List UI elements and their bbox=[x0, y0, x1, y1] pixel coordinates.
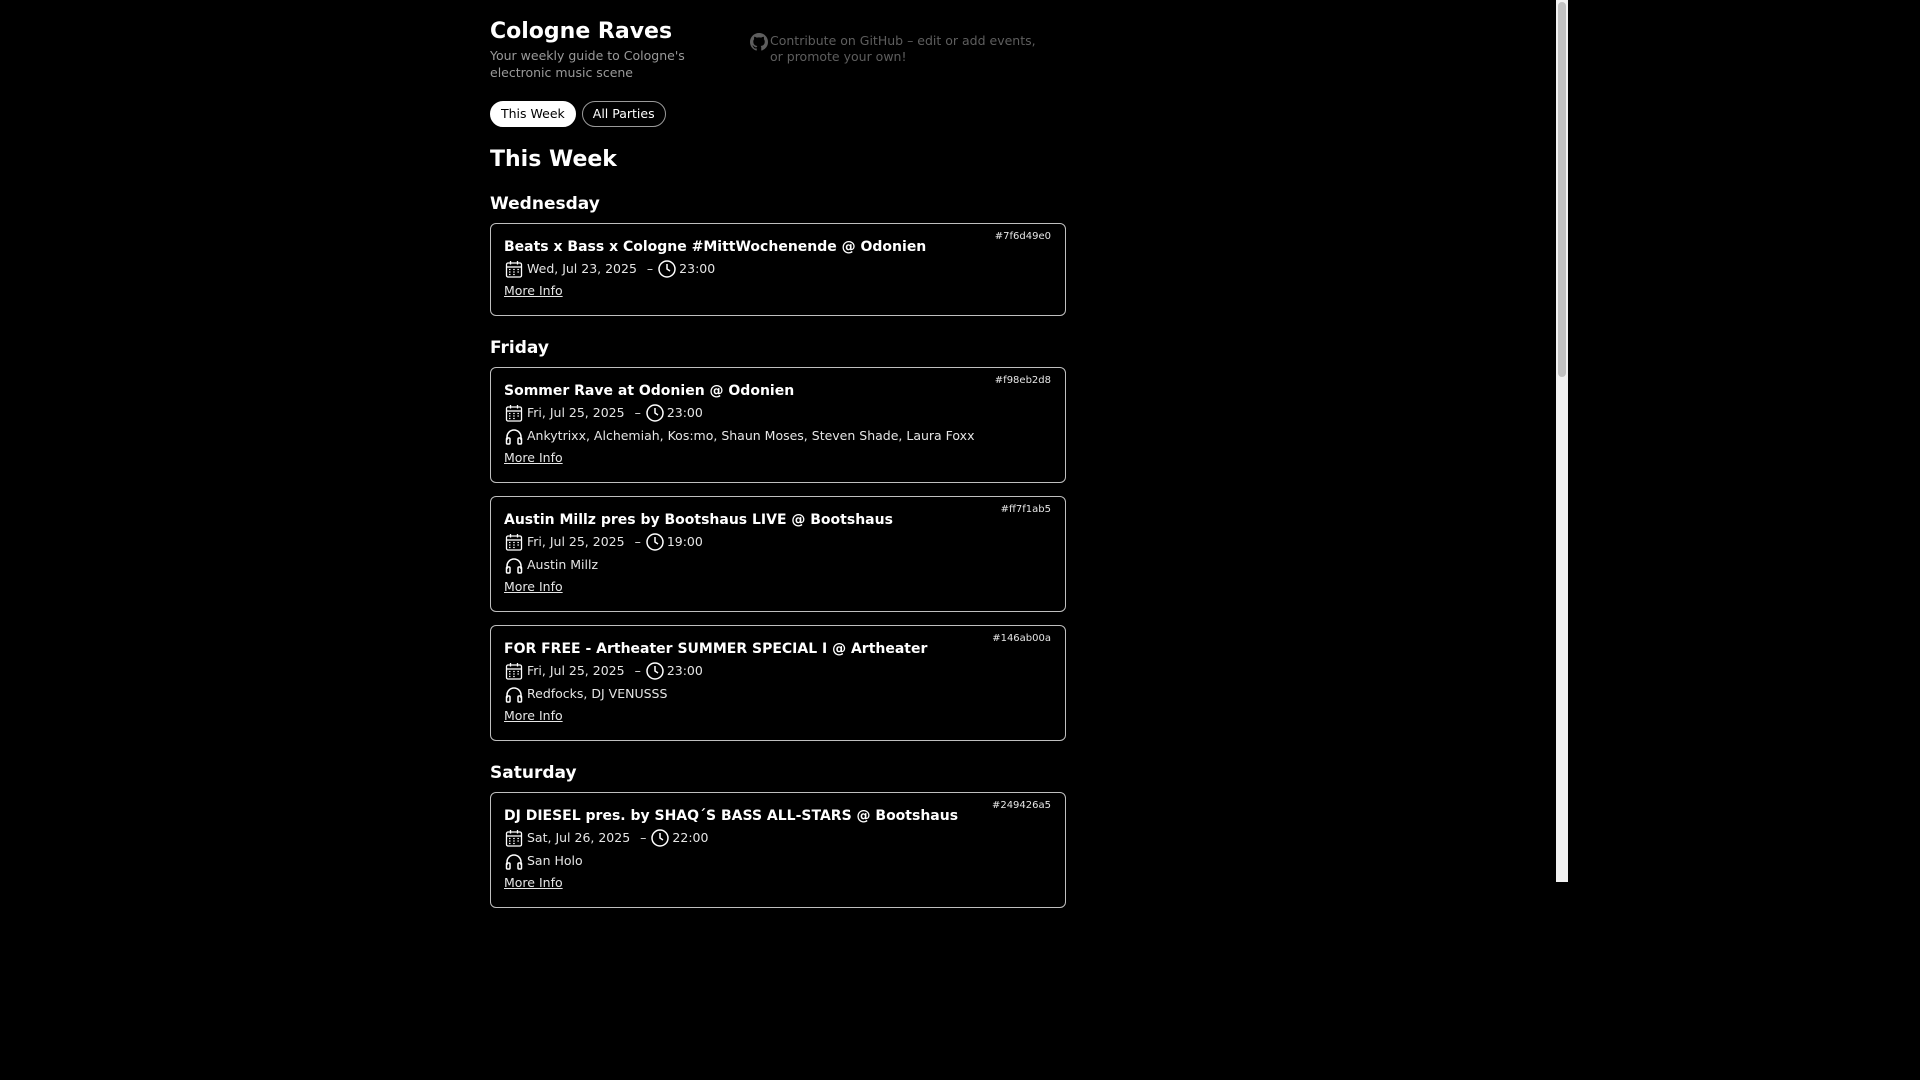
event-datetime bbox=[504, 826, 1052, 849]
day-title: Saturday bbox=[490, 763, 577, 783]
calendar-icon bbox=[504, 828, 524, 848]
clock-icon bbox=[645, 403, 665, 423]
event-title: Sommer Rave at Odonien @ Odonien bbox=[504, 383, 795, 399]
event-artists-text: Redfocks, DJ VENUSSS bbox=[527, 686, 668, 701]
github-contribute-link[interactable] bbox=[750, 33, 1050, 65]
event-artists bbox=[504, 682, 1052, 705]
event-card bbox=[490, 496, 1066, 612]
event-id: #f98eb2d8 bbox=[994, 375, 1051, 386]
event-title: DJ DIESEL pres. by SHAQ´S BASS ALL-STARS @ Bootshaus bbox=[504, 808, 959, 824]
more-info-link[interactable]: More Info bbox=[504, 283, 563, 298]
main-container bbox=[490, 0, 1066, 908]
page-scrollbar[interactable] bbox=[1556, 0, 1568, 882]
clock-icon bbox=[645, 532, 665, 552]
github-link-text: Contribute on GitHub – edit or add events, or promote your own! bbox=[770, 33, 1036, 64]
tab-all-parties[interactable]: All Parties bbox=[582, 101, 666, 127]
more-info-link[interactable]: More Info bbox=[504, 708, 563, 723]
day-group-saturday bbox=[490, 762, 1066, 908]
day-group-friday bbox=[490, 337, 1066, 741]
calendar-icon bbox=[504, 403, 524, 423]
event-title: FOR FREE - Artheater SUMMER SPECIAL I @ Artheater bbox=[504, 641, 928, 657]
headphones-icon bbox=[504, 555, 524, 575]
event-card bbox=[490, 223, 1066, 316]
event-date: Sat, Jul 26, 2025 bbox=[527, 830, 631, 845]
more-info-link[interactable]: More Info bbox=[504, 579, 563, 594]
calendar-icon bbox=[504, 532, 524, 552]
event-date: Fri, Jul 25, 2025 bbox=[527, 534, 625, 549]
date-time-separator: – bbox=[634, 534, 641, 549]
clock-icon bbox=[657, 259, 677, 279]
event-artists-text: Austin Millz bbox=[527, 557, 599, 572]
event-artists-text: Ankytrixx, Alchemiah, Kos:mo, Shaun Moses, Steven Shade, Laura Foxx bbox=[527, 428, 975, 443]
event-card bbox=[490, 625, 1066, 741]
day-title: Wednesday bbox=[490, 194, 600, 214]
site-title[interactable]: Cologne Raves bbox=[490, 19, 673, 44]
site-tagline: Your weekly guide to Cologne's electronic music scene bbox=[490, 48, 685, 80]
section-title: This Week bbox=[490, 147, 617, 172]
headphones-icon bbox=[504, 684, 524, 704]
more-info-link[interactable]: More Info bbox=[504, 450, 563, 465]
event-title: Beats x Bass x Cologne #MittWochenende @ Odonien bbox=[504, 239, 927, 255]
date-time-separator: – bbox=[634, 405, 641, 420]
event-artists bbox=[504, 553, 1052, 576]
event-title: Austin Millz pres by Bootshaus LIVE @ Bootshaus bbox=[504, 512, 893, 528]
tab-this-week[interactable]: This Week bbox=[490, 101, 576, 127]
event-time: 23:00 bbox=[666, 663, 703, 678]
event-time: 22:00 bbox=[672, 830, 709, 845]
site-header bbox=[490, 20, 1066, 81]
event-artists bbox=[504, 849, 1052, 872]
event-date: Fri, Jul 25, 2025 bbox=[527, 405, 625, 420]
clock-icon bbox=[650, 828, 670, 848]
more-info-link[interactable]: More Info bbox=[504, 875, 563, 890]
event-card bbox=[490, 367, 1066, 483]
event-id: #ff7f1ab5 bbox=[1000, 504, 1051, 515]
event-date: Wed, Jul 23, 2025 bbox=[527, 261, 637, 276]
event-artists bbox=[504, 424, 1052, 447]
event-datetime bbox=[504, 257, 1052, 280]
day-title: Friday bbox=[490, 338, 549, 358]
view-tabs bbox=[490, 101, 1066, 127]
event-time: 23:00 bbox=[679, 261, 716, 276]
event-time: 23:00 bbox=[666, 405, 703, 420]
brand bbox=[490, 20, 750, 81]
event-datetime bbox=[504, 401, 1052, 424]
date-time-separator: – bbox=[640, 830, 647, 845]
event-date: Fri, Jul 25, 2025 bbox=[527, 663, 625, 678]
calendar-icon bbox=[504, 661, 524, 681]
date-time-separator: – bbox=[646, 261, 654, 276]
event-datetime bbox=[504, 530, 1052, 553]
date-time-separator: – bbox=[634, 663, 641, 678]
event-time: 19:00 bbox=[666, 534, 703, 549]
github-icon bbox=[750, 33, 768, 51]
day-group-wednesday bbox=[490, 193, 1066, 316]
event-id: #7f6d49e0 bbox=[994, 231, 1051, 242]
event-datetime bbox=[504, 659, 1052, 682]
headphones-icon bbox=[504, 851, 524, 871]
headphones-icon bbox=[504, 426, 524, 446]
calendar-icon bbox=[504, 259, 524, 279]
clock-icon bbox=[645, 661, 665, 681]
event-id: #146ab00a bbox=[992, 633, 1051, 644]
scrollbar-thumb[interactable] bbox=[1558, 2, 1566, 377]
event-id: #249426a5 bbox=[991, 800, 1051, 811]
event-card bbox=[490, 792, 1066, 908]
event-artists-text: San Holo bbox=[527, 853, 583, 868]
